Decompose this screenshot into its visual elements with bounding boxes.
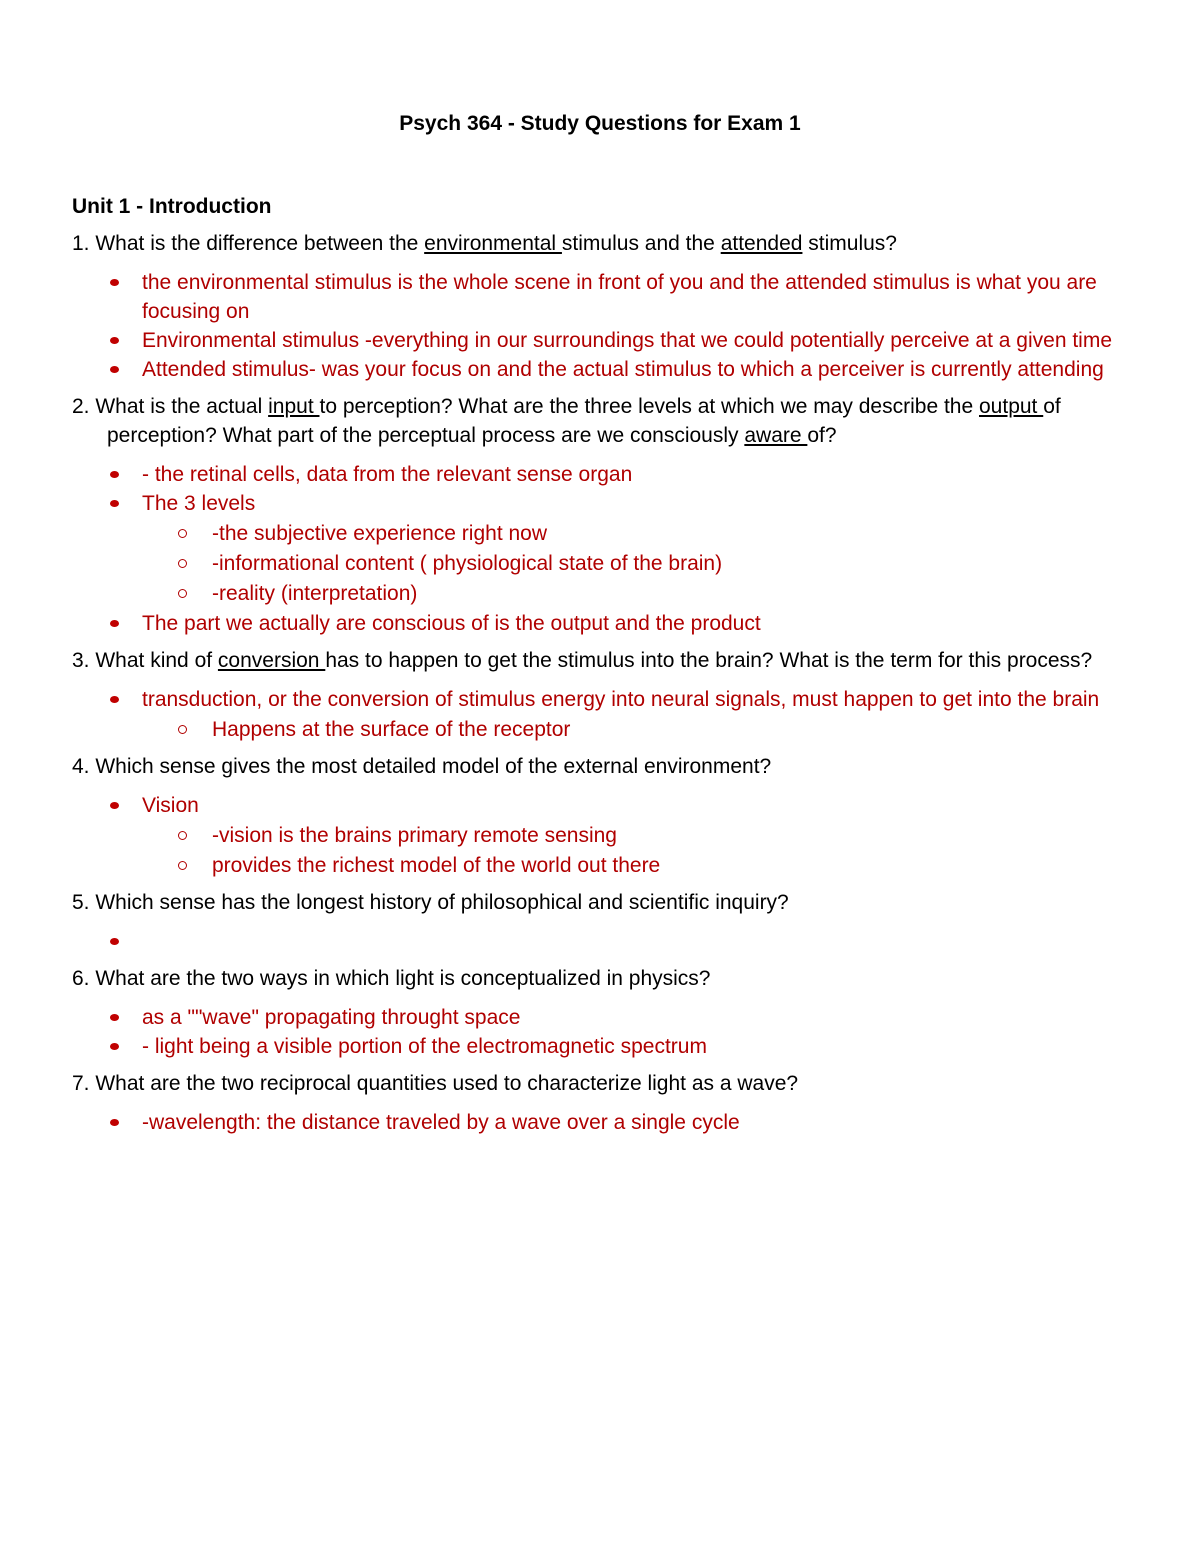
question-text <box>72 229 1152 258</box>
answer-list <box>72 685 1152 744</box>
answer-text: Environmental stimulus -everything in our surroundings that we could potentially perceive at a given time <box>142 329 1112 352</box>
answer-item <box>72 326 1152 355</box>
answer-text: transduction, or the conversion of stimulus energy into neural signals, must happen to get into the brain <box>142 688 1100 711</box>
sub-answer-text: -reality (interpretation) <box>212 582 418 605</box>
sub-answer-item <box>142 579 1152 608</box>
bullet-dot-icon <box>110 696 119 703</box>
question-number: 5. <box>72 891 90 914</box>
answer-item <box>72 791 1152 880</box>
sub-answer-text: -informational content ( physiological state of the brain) <box>212 552 723 575</box>
answer-text: The part we actually are conscious of is the output and the product <box>142 612 761 635</box>
question-block <box>72 752 1152 880</box>
question-text <box>72 1069 1152 1098</box>
bullet-circle-icon <box>178 559 187 568</box>
sub-answer-item <box>142 549 1152 578</box>
underlined-term: aware <box>744 424 808 447</box>
sub-answer-item <box>142 519 1152 548</box>
sub-answer-text: provides the richest model of the world out there <box>212 854 661 877</box>
question-text <box>72 752 1152 781</box>
question-segment: Which sense gives the most detailed model of the external environment? <box>95 755 772 778</box>
answer-list <box>72 268 1152 384</box>
question-text <box>72 646 1152 675</box>
underlined-term: output <box>979 395 1044 418</box>
bullet-dot-icon <box>110 802 119 809</box>
underlined-term: attended <box>720 232 803 255</box>
bullet-dot-icon <box>110 620 119 627</box>
question-segment: stimulus and the <box>561 232 721 255</box>
question-number: 4. <box>72 755 90 778</box>
answer-item <box>72 927 1152 956</box>
question-block <box>72 392 1152 638</box>
question-number: 2. <box>72 395 90 418</box>
question-segment: of perception? What part of the perceptual process are we consciously <box>107 395 1061 447</box>
answer-item <box>72 1032 1152 1061</box>
sub-answer-item <box>142 851 1152 880</box>
answer-text: the environmental stimulus is the whole scene in front of you and the attended stimulus is what you are focusing on <box>142 271 1097 323</box>
bullet-dot-icon <box>110 366 119 373</box>
answer-text: The 3 levels <box>142 492 256 515</box>
bullet-circle-icon <box>178 831 187 840</box>
answer-text: as a ""wave" propagating throught space <box>142 1006 521 1029</box>
answer-item <box>72 460 1152 489</box>
bullet-circle-icon <box>178 725 187 734</box>
question-segment: has to happen to get the stimulus into the brain? What is the term for this process? <box>325 649 1093 672</box>
bullet-dot-icon <box>110 1014 119 1021</box>
question-block <box>72 964 1152 1061</box>
answer-item <box>72 355 1152 384</box>
answer-item <box>72 489 1152 608</box>
bullet-circle-icon <box>178 861 187 870</box>
question-segment: What are the two reciprocal quantities used to characterize light as a wave? <box>95 1072 799 1095</box>
sub-answer-item <box>142 715 1152 744</box>
answer-text: Attended stimulus- was your focus on and the actual stimulus to which a perceiver is currently attending <box>142 358 1104 381</box>
answer-list <box>72 460 1152 638</box>
sub-answer-list <box>142 715 1152 744</box>
underlined-term: input <box>268 395 320 418</box>
question-number: 6. <box>72 967 90 990</box>
answer-item <box>72 609 1152 638</box>
sub-answer-text: -vision is the brains primary remote sensing <box>212 824 617 847</box>
question-block <box>72 646 1152 744</box>
answer-item <box>72 685 1152 744</box>
unit-heading: Unit 1 - Introduction <box>72 195 272 218</box>
question-segment: What is the difference between the <box>95 232 425 255</box>
question-segment: What is the actual <box>95 395 269 418</box>
answer-text: - light being a visible portion of the electromagnetic spectrum <box>142 1035 707 1058</box>
question-number: 3. <box>72 649 90 672</box>
question-text <box>72 964 1152 993</box>
question-segment: stimulus? <box>802 232 897 255</box>
question-segment: Which sense has the longest history of philosophical and scientific inquiry? <box>95 891 789 914</box>
answer-text: Vision <box>142 794 199 817</box>
question-segment: of? <box>807 424 837 447</box>
question-block <box>72 229 1152 384</box>
bullet-dot-icon <box>110 500 119 507</box>
sub-answer-text: -the subjective experience right now <box>212 522 548 545</box>
sub-answer-list <box>142 821 1152 880</box>
bullet-dot-icon <box>110 1119 119 1126</box>
question-segment: What kind of <box>95 649 218 672</box>
bullet-circle-icon <box>178 589 187 598</box>
question-number: 1. <box>72 232 90 255</box>
sub-answer-text: Happens at the surface of the receptor <box>212 718 571 741</box>
bullet-dot-icon <box>110 1043 119 1050</box>
bullet-dot-icon <box>110 337 119 344</box>
sub-answer-item <box>142 821 1152 850</box>
sub-answer-list <box>142 519 1152 608</box>
answer-list <box>72 791 1152 880</box>
bullet-dot-icon <box>110 938 119 945</box>
document-title: Psych 364 - Study Questions for Exam 1 <box>399 112 801 135</box>
bullet-dot-icon <box>110 279 119 286</box>
answer-item <box>72 1108 1152 1137</box>
answer-item <box>72 268 1152 326</box>
underlined-term: conversion <box>217 649 326 672</box>
question-text <box>72 392 1152 450</box>
bullet-dot-icon <box>110 471 119 478</box>
question-segment: What are the two ways in which light is conceptualized in physics? <box>95 967 711 990</box>
bullet-circle-icon <box>178 529 187 538</box>
question-text <box>72 888 1152 917</box>
answer-list <box>72 1108 1152 1137</box>
question-number: 7. <box>72 1072 90 1095</box>
answer-list <box>72 1003 1152 1061</box>
question-block <box>72 888 1152 956</box>
question-block <box>72 1069 1152 1137</box>
underlined-term: environmental <box>424 232 562 255</box>
document-body <box>72 192 1152 1145</box>
answer-text: - the retinal cells, data from the relevant sense organ <box>142 463 633 486</box>
question-list <box>72 229 1152 1137</box>
answer-text: -wavelength: the distance traveled by a wave over a single cycle <box>142 1111 740 1134</box>
answer-list <box>72 927 1152 956</box>
question-segment: to perception? What are the three levels at which we may describe the <box>319 395 979 418</box>
answer-item <box>72 1003 1152 1032</box>
